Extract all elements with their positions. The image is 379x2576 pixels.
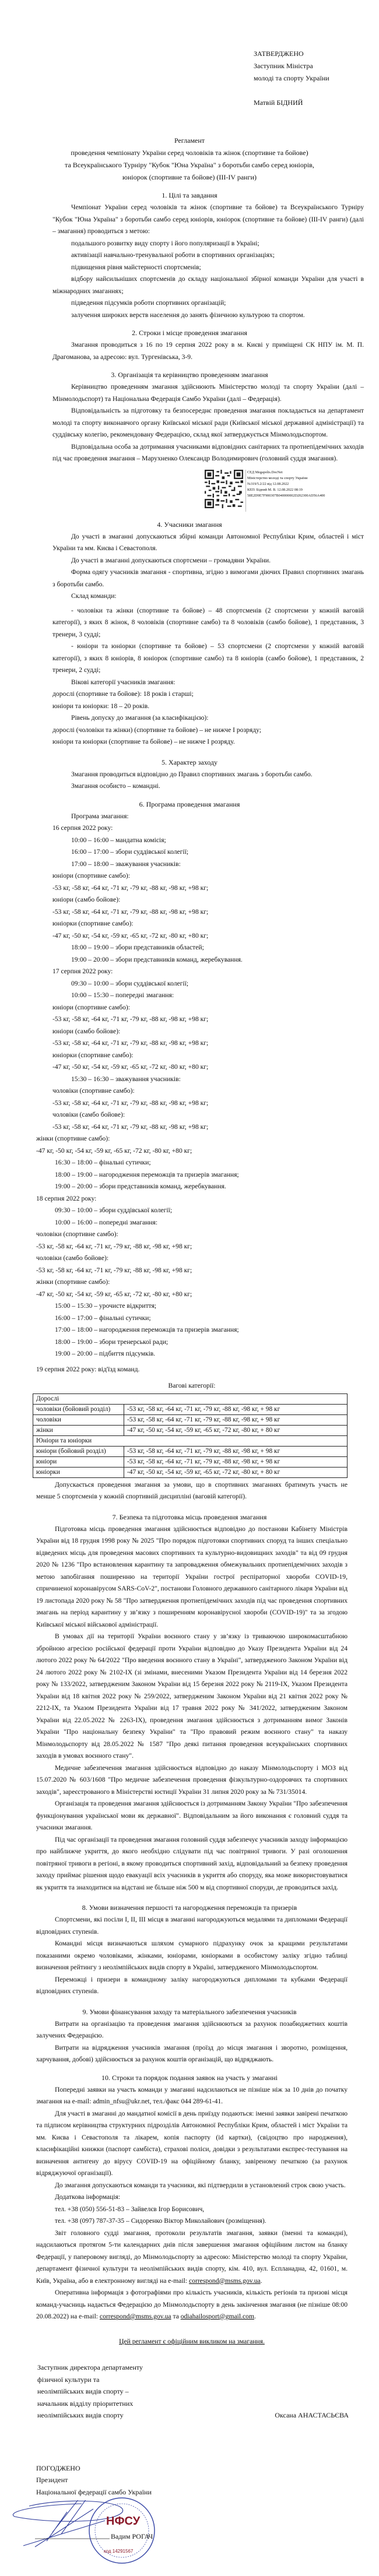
program-day-19: 19 серпня 2022 року: від'їзд команд. — [36, 1365, 140, 1373]
agreed-name: Вадим РОГАЧ — [111, 2532, 153, 2540]
team-composition-label: Склад команди: — [71, 592, 117, 600]
signatory-position: неолімпійських видів спорту — [37, 2411, 124, 2419]
program-line: -47 кг, -50 кг, -54 кг, -59 кг, -65 кг, -72 кг, -80 кг, +80 кг; — [52, 1063, 209, 1071]
section-2-heading: 2. Строки і місце проведення змагання — [132, 329, 247, 337]
section-10-paragraph: До змагання допускаються команди та учасники, які підтвердили в установлений строк свою участь. — [55, 2181, 346, 2189]
e-signature-block — [205, 470, 379, 514]
section-10-paragraph: Попередні заявки на участь команди у змаганні надсилаються не пізніше ніж за 10 днів до початку змагання на e-mail: admin_nfsu@ukr.net, тел./факс 044 289-61-41. — [36, 2085, 348, 2105]
program-line: -47 кг, -50 кг, -54 кг, -59 кг, -65 кг, -72 кг, -80 кг, +80 кг; — [36, 1146, 192, 1155]
agreed-label: ПОГОДЖЕНО — [36, 2464, 80, 2472]
section-3-body — [52, 381, 364, 465]
section-7-heading: 7. Безпека та підготовка місць проведення змагання — [112, 1512, 267, 1521]
section-8-paragraph: Спортсмени, які посіли I, II, III місця в змаганні нагороджуються медалями та дипломами Федерації відповідних ступенів. — [36, 1916, 348, 1935]
section-10-paragraph: Для участі в змаганні до мандатної комісії в день приїзду подаються: іменні заявки завірені печаткою та підписом керівництва структурних підрозділів Автономної Республіки Крим, областей і міст України та мм. Києва і Севастополя та лікарем, копія паспорту (id картки), (свідоцтво про народження), класифікаційні книжки (паспорт самбіста), страхові поліси, довідки з результатами експрес-тестування на визначення антигену до вірусу COVID-19 на офіційному бланку, завіреному печаткою (за рахунок відряджуючої організації). — [36, 2109, 348, 2177]
section-3-paragraph: Відповідальність за підготовку та безпосереднє проведення змагання покладається на департамент молоді та спорту виконавчого органу Київської міської ради (Київської міської державної адміністрації) та суддівську колегію, рекомендовану Федерацією, склад якої затверджується Мінмолодьспортом. — [52, 407, 364, 438]
document-subtitle-2: та Всеукраїнського Турніру "Кубок "Юна Україна" з боротьби самбо серед юніорів, — [65, 161, 314, 169]
program-day-17 — [52, 978, 364, 1134]
weights-title: Вагові категорії: — [168, 1382, 216, 1389]
goal-item: подальшого розвитку виду спорту і його популяризації в Україні; — [71, 239, 259, 247]
program-line: чоловіки (спортивне самбо): — [36, 1230, 118, 1238]
signatory-position: Заступник директора департаменту — [37, 2363, 143, 2371]
program-line: 19:00 – 20:00 – збори представників команд, жеребкування. — [71, 955, 243, 963]
age-category: юніори та юніорки: 18 – 20 років. — [52, 702, 150, 710]
program-day-17-cont — [36, 1133, 348, 1193]
approval-block — [254, 48, 370, 109]
section-10-heading: 10. Строки та порядок подання заявок на участь у змаганні — [101, 2073, 278, 2082]
table-cell-label: чоловіки — [33, 1414, 124, 1425]
section-5-body — [52, 769, 364, 793]
program-line: чоловіки (самбо бойове): — [52, 1111, 125, 1118]
goal-item: підвищення рівня майстерності спортсменів; — [71, 263, 201, 271]
program-label: Програма змагання: — [71, 812, 129, 820]
section-7-paragraph: В умовах дії на території України воєнного стану у зв’язку із триваючою широкомасштабною збройною агресією російської федерації проти України відповідно до Указу Президента України від 24 лютого 2022 року № 64/2022 "Про введення воєнного стану в Україні", затвердженого Законом України від 24 лютого 2022 року № 2102-IX (зі змінами, внесеними Указом Президента України від 14 березня 2022 року № 133/2022, затвердженим Законом України від 15 березня 2022 року № 2119-IX, Указом Президента України від 18 квітня 2022 року № 259/2022, затвердженим Законом України від 21 квітня 2022 року № 2212-IX, та Указом Президента України від 17 травня 2022 року № 341/2022, затвердженим Законом України від 22.05.2022 № 2263-IX), проведення змагання здійснюється з дотриманням вимог Законів України "Про національну безпеку України" та "Про правовий режим воєнного стану" та наказу Мінмолодьспорту від 28.05.2022 № 1587 "Про деякі питання проведення всеукраїнських спортивних заходів в умовах воєнного стану". — [36, 1632, 348, 1759]
table-row — [33, 1446, 348, 1456]
section-9-paragraph: Витрати на відрядження учасників змагання (проїзд до місця змагання і зворотно, розміщення, харчування, добові) здійснюється за рахунок коштів організацій, що відряджають. — [36, 2043, 348, 2063]
section-3-heading: 3. Організація та керівництво проведенням змагання — [111, 371, 268, 379]
report-paragraph — [36, 2227, 348, 2288]
program-line: -47 кг, -50 кг, -54 кг, -59 кг, -65 кг, -72 кг, -80 кг, +80 кг; — [36, 1290, 192, 1298]
section-9-heading: 9. Умови фінансування заходу та матеріального забезпечення учасників — [82, 2007, 297, 2016]
email-link[interactable]: correspond@msms.gov.ua — [189, 2276, 261, 2285]
section-4-body — [52, 531, 364, 748]
program-line: юніори (самбо бойове): — [52, 896, 121, 903]
program-line: юніори (спортивне самбо): — [52, 1003, 130, 1011]
table-row — [33, 1456, 348, 1467]
contact-phone: тел. +38 (050) 556-51-83 – Зайвелєв Ігор Борисович, — [55, 2205, 205, 2213]
program-line: -53 кг, -58 кг, -64 кг, -71 кг, -79 кг, -88 кг, -98 кг, +98 кг; — [52, 907, 209, 916]
e-signature-line: СЕД Megapolis.DocNet — [247, 470, 283, 474]
section-4-paragraph: До участі в змаганні допускаються спортсмени – громадяни України. — [71, 556, 271, 564]
program-line: 19:00 – 20:00 – збори представників команд, жеребкування. — [55, 1183, 226, 1190]
program-line: юніори (спортивне самбо): — [52, 872, 130, 879]
conjunction: та — [171, 2313, 181, 2320]
program-line: 10:00 – 16:00 – попередні змагання: — [55, 1218, 158, 1226]
table-row — [33, 1425, 348, 1435]
email-link[interactable]: correspond@msms.gov.ua — [99, 2313, 171, 2320]
signature-stamp-area — [0, 2500, 379, 2564]
section-7-paragraph: Організація та проведення змагання здійснюється із дотриманням Закону України "Про забезпечення функціонування української мови як державної". Відповідальним за його виконання є головний суддя та учасники змагання. — [36, 1800, 348, 1831]
program-line: 15:00 – 15:30 – урочисте відкриття; — [55, 1302, 157, 1310]
qr-code-icon — [205, 470, 243, 508]
table-cell-label: жінки — [33, 1425, 124, 1435]
program-day-16 — [52, 835, 364, 966]
program-day-18 — [36, 1205, 348, 1360]
program-line: 10:00 – 15:30 – попередні змагання: — [71, 991, 174, 999]
program-date: 18 серпня 2022 року: — [36, 1194, 97, 1202]
section-4-heading: 4. Учасники змагання — [157, 520, 222, 529]
operational-text: Оперативна інформація з фотографіями про кількість учасників, кількість регіонів та призові місця команд-учасниць надається Федерацією до Мінмолодьспорту в день закінчення змагання (не пізніше 08:00 20.08.2022) на e-mail: — [36, 2289, 348, 2320]
program-line: жінки (спортивне самбо): — [36, 1135, 110, 1142]
e-signature-line: Міністерство молоді та спорту України — [247, 476, 308, 480]
section-5-heading: 5. Характер заходу — [162, 758, 217, 766]
program-line: 09:30 – 10:00 – збори суддівської колегії; — [55, 1206, 173, 1214]
approval-name: Матвій БІДНИЙ — [254, 98, 303, 107]
minimum-participants-note: Допускається проведення змагання за умови, що в спортивних змаганнях братимуть участь не менше 5 спортсменів у кожній спортивній дисципліні (ваговій категорії). — [36, 1480, 348, 1500]
section-10-body — [36, 2084, 348, 2348]
program-line: -53 кг, -58 кг, -64 кг, -71 кг, -79 кг, -88 кг, -98 кг, +98 кг; — [52, 1099, 209, 1107]
program-line: 10:00 – 16:00 – мандатна комісія; — [71, 836, 166, 844]
goal-item: активізації навчально-тренувальної роботи в спортивних організаціях; — [71, 251, 275, 259]
section-2-text: Змагання проводиться з 16 по 19 серпня 2022 року в м. Києві у приміщені СК НПУ ім. М. П. Драгоманова, за адресою: вул. Тургенівська, 3-9. — [52, 341, 364, 361]
goal-item: підведення підсумків роботи спортивних організацій; — [71, 299, 226, 307]
program-line: 16:00 – 17:00 – фінальні сутички; — [55, 1314, 151, 1322]
age-categories-label: Вікові категорії учасників змагання: — [71, 678, 176, 686]
section-4-paragraph: Форма одягу учасників змагання - спортивна, згідно з вимогами діючих Правил спортивних змагань з боротьби самбо. — [52, 568, 364, 588]
program-line: 16:00 – 17:00 – збори суддівської колегії; — [71, 848, 189, 856]
section-5-paragraph: Змагання особисто – командні. — [71, 782, 160, 790]
section-4-paragraph: До участі в змаганні допускаються збірні команди Автономної Республіки Крим, областей і міст України та мм. Києва і Севастополя. — [52, 532, 364, 552]
contact-phone: тел. +38 (097) 787-37-35 – Сидоренко Віктор Миколайович (розміщення). — [55, 2217, 266, 2225]
program-line: 17:00 – 18:00 – нагородження переможців та призерів змагання; — [55, 1326, 239, 1333]
section-5-paragraph: Змагання проводиться відповідно до Правил спортивних змагань з боротьби самбо. — [71, 770, 313, 778]
table-group-cell: Дорослі — [33, 1393, 348, 1404]
admission-level: дорослі (чоловіки та жінки) (спортивне та бойове) – не нижче I розряду; — [52, 726, 261, 734]
team-composition-item: - юніори та юніорки (спортивне та бойове) – 53 спортсмени (2 спортсмени у кожній ваговій категорії), з яких 8 юніорів, 8 юніорок (спортивне самбо) та 8 юніорів (самбо бойове), 1 представник, 2 тренери, 2 судді; — [52, 642, 364, 674]
section-6-heading: 6. Програма проведення змагання — [139, 800, 240, 808]
section-8-heading: 8. Умови визначення першості та нагородження переможців та призерів — [82, 1903, 297, 1912]
operational-info-paragraph — [36, 2287, 348, 2323]
section-1-heading: 1. Цілі та завдання — [162, 191, 217, 199]
table-cell-weights: -53 кг, -58 кг, -64 кг, -71 кг, -79 кг, -88 кг, -98 кг, + 98 кг — [124, 1414, 348, 1425]
program-line: 17:00 – 18:00 – зважування учасників: — [71, 860, 181, 868]
table-cell-label: юніорки — [33, 1467, 124, 1477]
report-text: Звіт головного судді змагання, протоколи результатів змагання, заявки (іменні та командні), надсилаються протягом 5-ти календарних днів після завершення змагання офіційним листом на бланку Федерації, у паперовому вигляді, до Мінмолодьспорту за адресою: Міністерство молоді та спорту України, департамент фізичної культури та неолімпійських видів спорту, кім. 410, вул. Еспланадна, 42, 01601, м. Київ, Україна, або в електронному вигляді на e-mail: — [36, 2229, 348, 2285]
e-signature-line: 58E2D9E7F900307B040000002D202300AD56A400 — [247, 493, 325, 498]
additional-info-label: Додаткова інформація: — [55, 2193, 121, 2201]
section-9-body — [36, 2018, 348, 2066]
document-title-block — [26, 135, 353, 184]
table-cell-weights: -47 кг, -50 кг, -54 кг, -59 кг, -65 кг, -72 кг, -80 кг, + 80 кг — [124, 1467, 348, 1477]
section-7-paragraph: Під час організації та проведення змагання головний суддя забезпечує учасників заходу інформацією про найближче укриття, до якого необхідно слідувати під час повітряної тривоги. У разі оголошення повітряної тривоги в регіоні, в якому проводиться спортивний захід, відповідальний за безпеку проведення заходу приймає рішення щодо евакуації всіх учасників в укриття або споруду, яка може використовуватися як укриття та знаходитися на відстані не більше ніж 500 м від спортивної споруди, де проводиться захід. — [36, 1835, 348, 1891]
program-line: 18:00 – 19:00 – збори представників областей; — [71, 944, 204, 951]
section-1-intro: Чемпіонат України серед чоловіків та жінок (спортивне та бойове) та Всеукраїнського Турніру "Кубок "Юна Україна" з боротьби самбо серед юніорів, юніорок (спортивне та бойове) (III-IV ранги) (далі – змагання) проводиться з метою: — [52, 203, 364, 235]
document-subtitle-3: юніорок (спортивне та бойове) (III-IV ранги) — [122, 173, 257, 181]
stamp-code: код 14291567 — [104, 2549, 134, 2554]
table-group-cell: Юніори та юніорки — [33, 1435, 348, 1446]
agreed-block — [36, 2462, 379, 2498]
program-block-2 — [36, 1133, 348, 1392]
table-group-row — [33, 1435, 348, 1446]
signatory-position: начальник відділу пріоритетних — [37, 2399, 134, 2408]
program-date: 16 серпня 2022 року: — [52, 824, 113, 832]
goal-item: залучення широких верств населення до занять фізичною культурою та спортом. — [71, 311, 305, 319]
program-line: -53 кг, -58 кг, -64 кг, -71 кг, -79 кг, -88 кг, -98 кг, +98 кг; — [52, 884, 209, 892]
punctuation: . — [254, 2313, 256, 2320]
section-8-paragraph: Переможці і призери в командному заліку нагороджуються дипломами та кубками Федерації відповідних ступенів. — [36, 1975, 348, 1995]
program-line: жінки (спортивне самбо): — [36, 1278, 110, 1286]
agreed-position: Національної федерації самбо України — [36, 2487, 152, 2496]
goal-item: відбору найсильніших спортсменів до складу національної збірної команди України для участі в міжнародних змаганнях; — [52, 275, 364, 295]
document-title: Регламент — [174, 136, 205, 145]
section-7-paragraph: Підготовка місць проведення змагання здійснюється відповідно до постанови Кабінету Міністрів України від 18 грудня 1998 року № 2025 "Про порядок підготовки спортивних споруд та інших спеціально відведених місць для проведення масових спортивних та культурно-видовищних заходів" та від 09 грудня 2020 № 1236 "Про встановлення карантину та запровадження обмежувальних протиепідемічних заходів з метою запобігання поширенню на території України гострої респіраторної хвороби COVID-19, спричиненої коронавірусом SARS-CoV-2", постанови Головного державного санітарного лікаря України від 19 листопада 2020 року № 58 "Про затвердження протиепідемічних заходів під час проведення спортивних змагань на період карантину у зв’язку з поширенням коронавірусної хвороби (COVID-19)" та за згодою Київської міської військової адміністрації. — [36, 1525, 348, 1628]
section-7-body — [36, 1523, 348, 1894]
section-1-body — [52, 202, 364, 321]
table-row — [33, 1414, 348, 1425]
approval-label: ЗАТВЕРДЖЕНО — [254, 50, 304, 58]
signatory-name: Оксана АНАСТАСЬЄВА — [275, 2411, 349, 2419]
table-cell-label: юніори — [33, 1456, 124, 1467]
program-line: -53 кг, -58 кг, -64 кг, -71 кг, -79 кг, -88 кг, -98 кг, +98 кг; — [36, 1266, 192, 1274]
agreed-position: Президент — [36, 2476, 68, 2484]
table-group-row — [33, 1393, 348, 1404]
e-signature-info — [245, 470, 325, 512]
program-line: юніорки (спортивне самбо): — [52, 920, 134, 927]
admission-level: юніори та юніорки (спортивне та бойове) – не нижче I розряду. — [52, 738, 235, 745]
official-call-notice: Цей регламент є офіційним викликом на змагання. — [119, 2337, 265, 2345]
table-cell-weights: -53 кг, -58 кг, -64 кг, -71 кг, -79 кг, -88 кг, -98 кг, + 98 кг — [124, 1404, 348, 1414]
section-8-paragraph: Командні місця визначаються шляхом сумарного підрахунку очок за кращими результатами показаними окремо чоловіками, жінками, юніорами, юніорками в особистому заліку згідно таблиці визначення рейтингу з неолімпійських видів спорту в Україні, затвердженого Мінмолодьспортом. — [36, 1940, 348, 1971]
program-line: юніори (самбо бойове): — [52, 1027, 121, 1035]
program-line: -53 кг, -58 кг, -64 кг, -71 кг, -79 кг, -88 кг, -98 кг, +98 кг; — [52, 1122, 209, 1131]
document-subtitle-1: проведення чемпіонату України серед чоловіків та жінок (спортивне та бойове) — [71, 149, 308, 157]
signatory-position: неолімпійських видів спорту – — [37, 2387, 129, 2395]
approval-position-1: Заступник Міністра — [254, 62, 313, 70]
e-signature-line: КЕП: Бідний М. В. 12.08.2022 08:19 — [247, 487, 303, 492]
program-line: чоловіки (самбо бойове): — [36, 1254, 109, 1262]
admission-level-label: Рівень допуску до змагання (за класифікацією): — [71, 714, 209, 722]
team-composition-item: - чоловіки та жінки (спортивне та бойове) – 48 спортсменів (2 спортсмени у кожній ваговій категорії), з яких 8 жінок, 8 чоловіків (спортивне самбо) та 8 чоловіків (самбо бойове), 1 представник, 3 тренери, 3 судді; — [52, 606, 364, 638]
program-line: чоловіки (спортивне самбо): — [52, 1087, 135, 1095]
approval-position-2: молоді та спорту України — [254, 74, 329, 82]
table-cell-weights: -47 кг, -50 кг, -54 кг, -59 кг, -65 кг, -72 кг, -80 кг, + 80 кг — [124, 1425, 348, 1435]
program-line: 09:30 – 10:00 – збори суддівської колегії; — [71, 979, 189, 987]
signatory-block — [37, 2362, 349, 2422]
program-block-1 — [52, 811, 364, 1134]
section-8-body — [36, 1914, 348, 1998]
table-row — [33, 1404, 348, 1414]
program-line: юніорки (спортивне самбо): — [52, 1051, 134, 1059]
table-cell-weights: -53 кг, -58 кг, -64 кг, -71 кг, -79 кг, -88 кг, -98 кг, + 98 кг — [124, 1446, 348, 1456]
program-line: 18:00 – 19:00 – нагородження переможців та призерів змагання; — [55, 1170, 239, 1178]
program-line: 18:00 – 19:00 – збори тренерської ради; — [55, 1338, 169, 1346]
age-category: дорослі (спортивне та бойове): 18 років і старші; — [52, 690, 194, 698]
program-line: -47 кг, -50 кг, -54 кг, -59 кг, -65 кг, -72 кг, -80 кг, +80 кг; — [52, 931, 209, 939]
punctuation: . — [260, 2276, 262, 2285]
section-9-paragraph: Витрати на організацію та проведення змагання здійснюються за рахунок позабюджетних коштів залучених Федерацією. — [36, 2019, 348, 2039]
program-line: 19:00 – 20:00 – підбиття підсумків. — [55, 1350, 156, 1357]
section-3-paragraph: Керівництво проведенням змагання здійснюють Міністерство молоді та спорту України (далі – Мінмолодьспорт) та Національна Федерація Самбо України (далі – Федерація). — [52, 383, 364, 403]
program-line: -53 кг, -58 кг, -64 кг, -71 кг, -79 кг, -88 кг, -98 кг, +98 кг; — [52, 1015, 209, 1023]
table-row — [33, 1467, 348, 1477]
section-3-paragraph: Відповідальна особа за дотримання учасниками відповідних санітарних та протиепідемічних заходів під час проведення змагання – Марухненко Олександр Володимирович (головний суддя змагання). — [52, 442, 364, 462]
signatory-position: фізичної культури та — [37, 2375, 100, 2384]
program-line: 15:30 – 16:30 – зважування учасників: — [71, 1075, 181, 1083]
program-line: 16:30 – 18:00 – фінальні сутички; — [55, 1159, 151, 1166]
program-date: 17 серпня 2022 року: — [52, 967, 113, 975]
email-link[interactable]: odiahailosport@gmail.com — [180, 2313, 254, 2320]
stamp-text: НФСУ — [106, 2515, 141, 2528]
table-cell-weights: -53 кг, -58 кг, -64 кг, -71 кг, -79 кг, -88 кг, -98 кг, + 98 кг — [124, 1456, 348, 1467]
e-signature-line: №319/5.2/22 від 12.08.2022 — [247, 481, 289, 486]
table-cell-label: чоловіки (бойовий розділ) — [33, 1404, 124, 1414]
program-line: -53 кг, -58 кг, -64 кг, -71 кг, -79 кг, -88 кг, -98 кг, +98 кг; — [36, 1242, 192, 1250]
table-cell-label: юніори (бойовий розділ) — [33, 1446, 124, 1456]
weight-categories-table — [33, 1393, 348, 1478]
section-7-paragraph: Медичне забезпечення змагання здійснюється відповідно до наказу Мінмолодьспорту і МОЗ від 15.07.2020 № 603/1608 "Про медичне забезпечення проведення фізкультурно-оздоровчих та спортивних заходів", зареєстрованого в Міністерстві юстиції України 31 липня 2020 року за № 731/35014. — [36, 1764, 348, 1796]
program-line: -53 кг, -58 кг, -64 кг, -71 кг, -79 кг, -88 кг, -98 кг, +98 кг; — [52, 1039, 209, 1047]
